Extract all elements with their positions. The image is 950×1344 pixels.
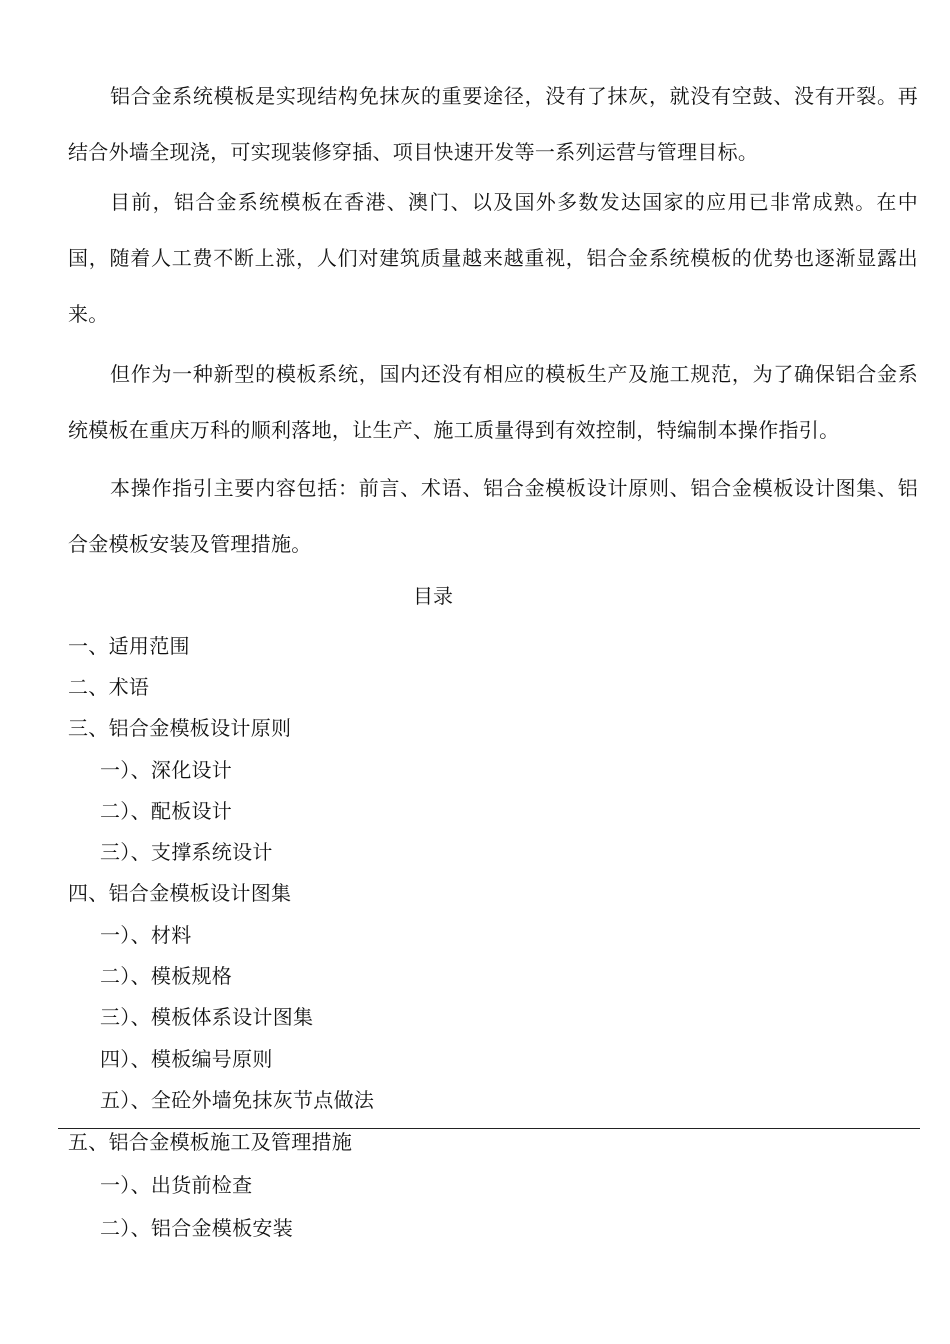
intro-paragraph-3: 但作为一种新型的模板系统，国内还没有相应的模板生产及施工规范，为了确保铝合金系统模板在重庆万科的顺利落地，让生产、施工质量得到有效控制，特编制本操作指引。: [68, 362, 918, 442]
toc-subitem[interactable]: 二）、模板规格: [100, 964, 233, 988]
intro-paragraph-2: 目前，铝合金系统模板在香港、澳门、以及国外多数发达国家的应用已非常成熟。在中国，随着人工费不断上涨，人们对建筑质量越来越重视，铝合金系统模板的优势也逐渐显露出来。: [68, 190, 918, 326]
intro-paragraph-1: 铝合金系统模板是实现结构免抹灰的重要途径，没有了抹灰，就没有空鼓、没有开裂。再结合外墙全现浇，可实现装修穿插、项目快速开发等一系列运营与管理目标。: [68, 84, 918, 164]
toc-title: 目录: [413, 584, 453, 608]
toc-subitem[interactable]: 一）、深化设计: [100, 758, 233, 782]
toc-item[interactable]: 五、铝合金模板施工及管理措施: [68, 1130, 353, 1154]
toc-subitem[interactable]: 三）、模板体系设计图集: [100, 1005, 314, 1029]
toc-subitem[interactable]: 一）、材料: [100, 923, 192, 947]
toc-subitem[interactable]: 一）、出货前检查: [100, 1173, 253, 1197]
toc-subitem[interactable]: 五）、全砼外墙免抹灰节点做法: [100, 1088, 375, 1112]
toc-subitem[interactable]: 四）、模板编号原则: [100, 1047, 273, 1071]
horizontal-divider: [58, 1128, 920, 1129]
toc-subitem[interactable]: 二）、配板设计: [100, 799, 233, 823]
toc-subitem[interactable]: 二）、铝合金模板安装: [100, 1216, 293, 1240]
toc-item[interactable]: 二、术语: [68, 675, 150, 699]
toc-subitem[interactable]: 三）、支撑系统设计: [100, 840, 273, 864]
toc-item[interactable]: 一、适用范围: [68, 634, 190, 658]
intro-paragraph-4: 本操作指引主要内容包括：前言、术语、铝合金模板设计原则、铝合金模板设计图集、铝合金模板安装及管理措施。: [68, 476, 918, 556]
toc-item[interactable]: 四、铝合金模板设计图集: [68, 881, 292, 905]
toc-item[interactable]: 三、铝合金模板设计原则: [68, 716, 292, 740]
